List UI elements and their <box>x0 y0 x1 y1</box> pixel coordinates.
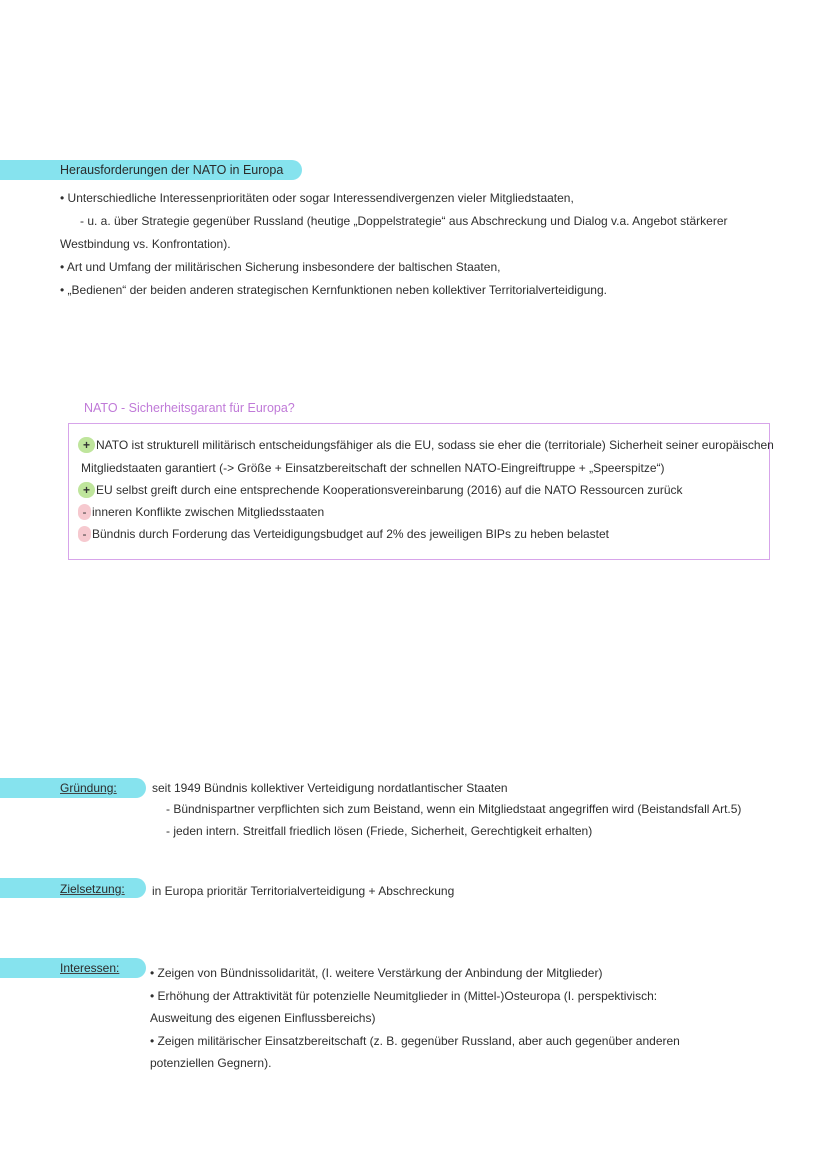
pro-item <box>78 482 683 498</box>
section1-line: Westbindung vs. Konfrontation). <box>60 237 231 251</box>
section1-line: - u. a. über Strategie gegenüber Russland (heutige „Doppelstrategie“ aus Abschreckung und Dialog v.a. Angebot stärkerer <box>80 214 728 228</box>
con-item <box>78 504 324 520</box>
interessen-line: potenziellen Gegnern). <box>150 1056 272 1070</box>
interessen-line: Ausweitung des eigenen Einflussbereichs) <box>150 1011 376 1025</box>
con-text: Bündnis durch Forderung das Verteidigungsbudget auf 2% des jeweiligen BIPs zu heben belastet <box>92 527 610 541</box>
pro-item <box>78 437 774 453</box>
interessen-line: • Erhöhung der Attraktivität für potenzielle Neumitglieder in (Mittel-)Osteuropa (I. perspektivisch: <box>150 989 658 1003</box>
pro-text: EU selbst greift durch eine entsprechende Kooperationsvereinbarung (2016) auf die NATO Ressourcen zurück <box>96 483 683 497</box>
section1-line: • Unterschiedliche Interessenprioritäten oder sogar Interessendivergenzen vieler Mitgliedstaaten, <box>60 191 574 205</box>
minus-icon: - <box>78 504 91 520</box>
zielsetzung-line: in Europa prioritär Territorialverteidigung + Abschreckung <box>152 884 455 898</box>
gruendung-line: - jeden intern. Streitfall friedlich lösen (Friede, Sicherheit, Gerechtigkeit erhalten) <box>166 824 593 838</box>
gruendung-line: - Bündnispartner verpflichten sich zum Beistand, wenn ein Mitgliedstaat angegriffen wird (Beistandsfall Art.5) <box>166 802 742 816</box>
interessen-line: • Zeigen militärischer Einsatzbereitschaft (z. B. gegenüber Russland, aber auch gegenüber anderen <box>150 1034 680 1048</box>
gruendung-label: Gründung: <box>60 781 117 795</box>
interessen-label: Interessen: <box>60 961 120 975</box>
zielsetzung-label: Zielsetzung: <box>60 882 125 896</box>
gruendung-line: seit 1949 Bündnis kollektiver Verteidigung nordatlantischer Staaten <box>152 781 508 795</box>
section2-title: NATO - Sicherheitsgarant für Europa? <box>84 401 295 415</box>
pros-cons-box <box>68 423 774 560</box>
interessen-line: • Zeigen von Bündnissolidarität, (I. weitere Verstärkung der Anbindung der Mitglieder) <box>150 966 603 980</box>
pro-item-continued: Mitgliedstaaten garantiert (-> Größe + Einsatzbereitschaft der schnellen NATO-Eingreiftruppe + „Speerspitze“) <box>81 461 665 475</box>
plus-icon: + <box>78 482 95 498</box>
section1-line: • „Bedienen“ der beiden anderen strategischen Kernfunktionen neben kollektiver Territorialverteidigung. <box>60 283 607 297</box>
minus-icon: - <box>78 526 91 542</box>
plus-icon: + <box>78 437 95 453</box>
section1-title: Herausforderungen der NATO in Europa <box>60 163 284 177</box>
pro-text: NATO ist strukturell militärisch entscheidungsfähiger als die EU, sodass sie eher die (territoriale) Sicherheit seiner europäischen <box>96 438 774 452</box>
con-item <box>78 526 609 542</box>
section1-line: • Art und Umfang der militärischen Sicherung insbesondere der baltischen Staaten, <box>60 260 501 274</box>
con-text: inneren Konflikte zwischen Mitgliedsstaaten <box>92 505 325 519</box>
